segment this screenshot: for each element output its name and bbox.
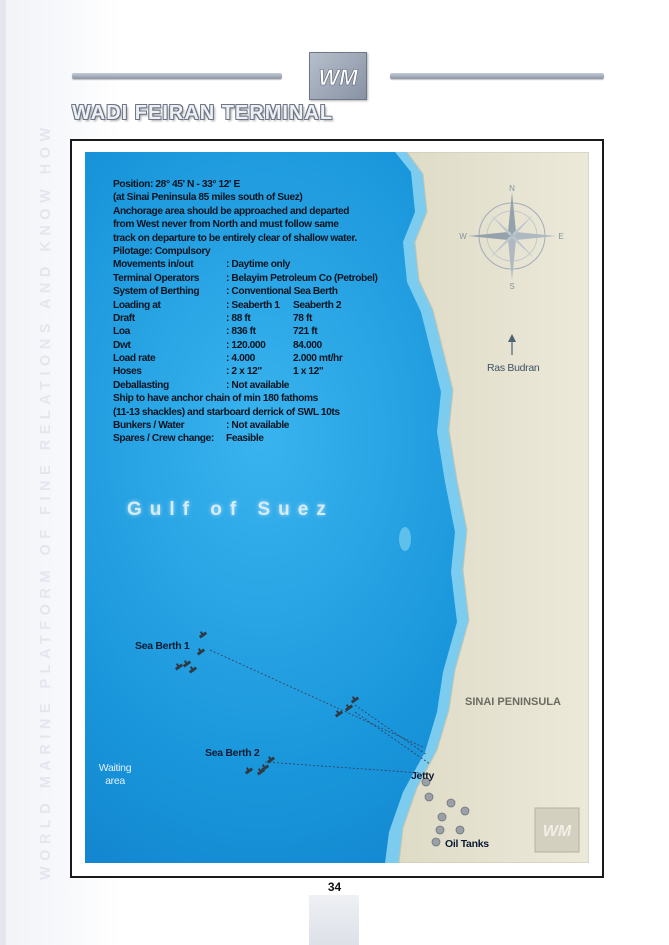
bottom-tab (309, 895, 359, 945)
info-line: (at Sinai Peninsula 85 miles south of Suez) (113, 192, 303, 204)
info-row (113, 432, 357, 445)
oil-tank-icon (461, 807, 469, 815)
oil-tank-icon (436, 826, 444, 834)
info-row (113, 352, 357, 365)
info-label: Bunkers / Water (113, 420, 185, 432)
info-value: Feasible (226, 433, 264, 445)
info-line: Ship to have anchor chain of min 180 fathoms (113, 393, 318, 405)
sea-berth-1-label: Sea Berth 1 (135, 640, 190, 652)
jetty-label: Jetty (411, 770, 435, 782)
header-logo (309, 52, 367, 100)
info-value-2: 721 ft (293, 326, 318, 338)
info-value-2: 2.000 mt/hr (293, 353, 343, 365)
sinai-peninsula-label: SINAI PENINSULA (465, 696, 561, 708)
info-label: Draft (113, 312, 135, 324)
ras-budran-label: Ras Budran (487, 362, 540, 374)
waiting-area-line1: Waiting (98, 762, 132, 774)
info-value: : Not available (226, 420, 290, 432)
info-label: Spares / Crew change: (113, 433, 214, 445)
info-label: Deballasting (113, 379, 169, 391)
map-frame (70, 139, 604, 878)
info-value: : Not available (226, 379, 290, 391)
info-label: Movements in/out (113, 259, 194, 271)
info-row (113, 285, 357, 298)
info-row (113, 365, 357, 378)
info-label: Hoses (113, 366, 142, 378)
info-value-2: 1 x 12" (293, 366, 324, 378)
oil-tank-icon (447, 799, 455, 807)
header-rule-right (390, 73, 604, 79)
compass-s: S (509, 282, 515, 291)
sea-berth-2-label: Sea Berth 2 (205, 747, 260, 759)
compass-n: N (509, 184, 515, 193)
oil-tanks-label: Oil Tanks (445, 838, 489, 850)
info-label: Load rate (113, 353, 156, 365)
compass-w: W (459, 232, 467, 241)
info-label: Terminal Operators (113, 272, 200, 284)
terminal-map (85, 152, 589, 863)
info-value: : 4.000 (226, 353, 255, 365)
info-line: track on departure to be entirely clear of shallow water. (113, 232, 357, 244)
oil-tank-icon (456, 826, 464, 834)
side-slogan: WORLD MARINE PLATFORM OF FINE RELATIONS AND KNOW HOW (38, 122, 54, 880)
oil-tank-icon (438, 813, 446, 821)
info-value: : 836 ft (226, 326, 256, 338)
info-line: Position: 28° 45' N - 33° 12' E (113, 179, 240, 190)
info-value-2: 84.000 (293, 339, 322, 351)
shoal (399, 527, 411, 551)
info-line: from West never from North and must follow same (113, 219, 339, 231)
header-rule-left (72, 73, 282, 79)
info-line: (11-13 shackles) and starboard derrick of SWL 10ts (113, 406, 340, 418)
info-row (113, 258, 357, 271)
logo-text: WM (318, 65, 358, 90)
info-row (113, 299, 357, 312)
info-value: : 120.000 (226, 339, 266, 351)
info-label: Dwt (113, 339, 131, 351)
info-row (113, 325, 357, 338)
page-title: WADI FEIRAN TERMINAL (72, 102, 334, 124)
compass-e: E (558, 232, 564, 241)
page-number: 34 (327, 880, 342, 894)
info-value: : Seaberth 1 (226, 299, 280, 311)
waiting-area-line2: area (105, 775, 125, 787)
info-row (113, 339, 357, 352)
info-line: Anchorage area should be approached and departed (113, 205, 350, 217)
info-row (113, 312, 357, 325)
watermark-logo-icon (535, 808, 579, 852)
info-label: System of Berthing (113, 286, 200, 298)
oil-tank-icon (432, 838, 440, 846)
info-value-2: Seaberth 2 (293, 299, 342, 311)
wm-logo-icon (310, 53, 366, 99)
info-value: : Conventional Sea Berth (226, 286, 338, 298)
info-line: Pilotage: Compulsory (113, 245, 211, 257)
gulf-of-suez-label: Gulf of Suez (127, 499, 334, 520)
info-value: : Daytime only (226, 259, 291, 271)
waiting-area-label (97, 762, 133, 788)
info-row (113, 419, 357, 432)
info-value-2: 78 ft (293, 312, 312, 324)
info-row (113, 272, 378, 285)
side-strip (0, 0, 6, 945)
info-value: : Belayim Petroleum Co (Petrobel) (226, 272, 378, 284)
info-label: Loa (113, 326, 130, 338)
oil-tank-icon (425, 793, 433, 801)
watermark-logo-text: WM (542, 823, 572, 840)
info-label: Loading at (113, 299, 161, 311)
terminal-info (113, 178, 378, 446)
info-value: : 2 x 12" (226, 366, 262, 378)
info-value: : 88 ft (226, 312, 251, 324)
info-row (113, 379, 357, 392)
